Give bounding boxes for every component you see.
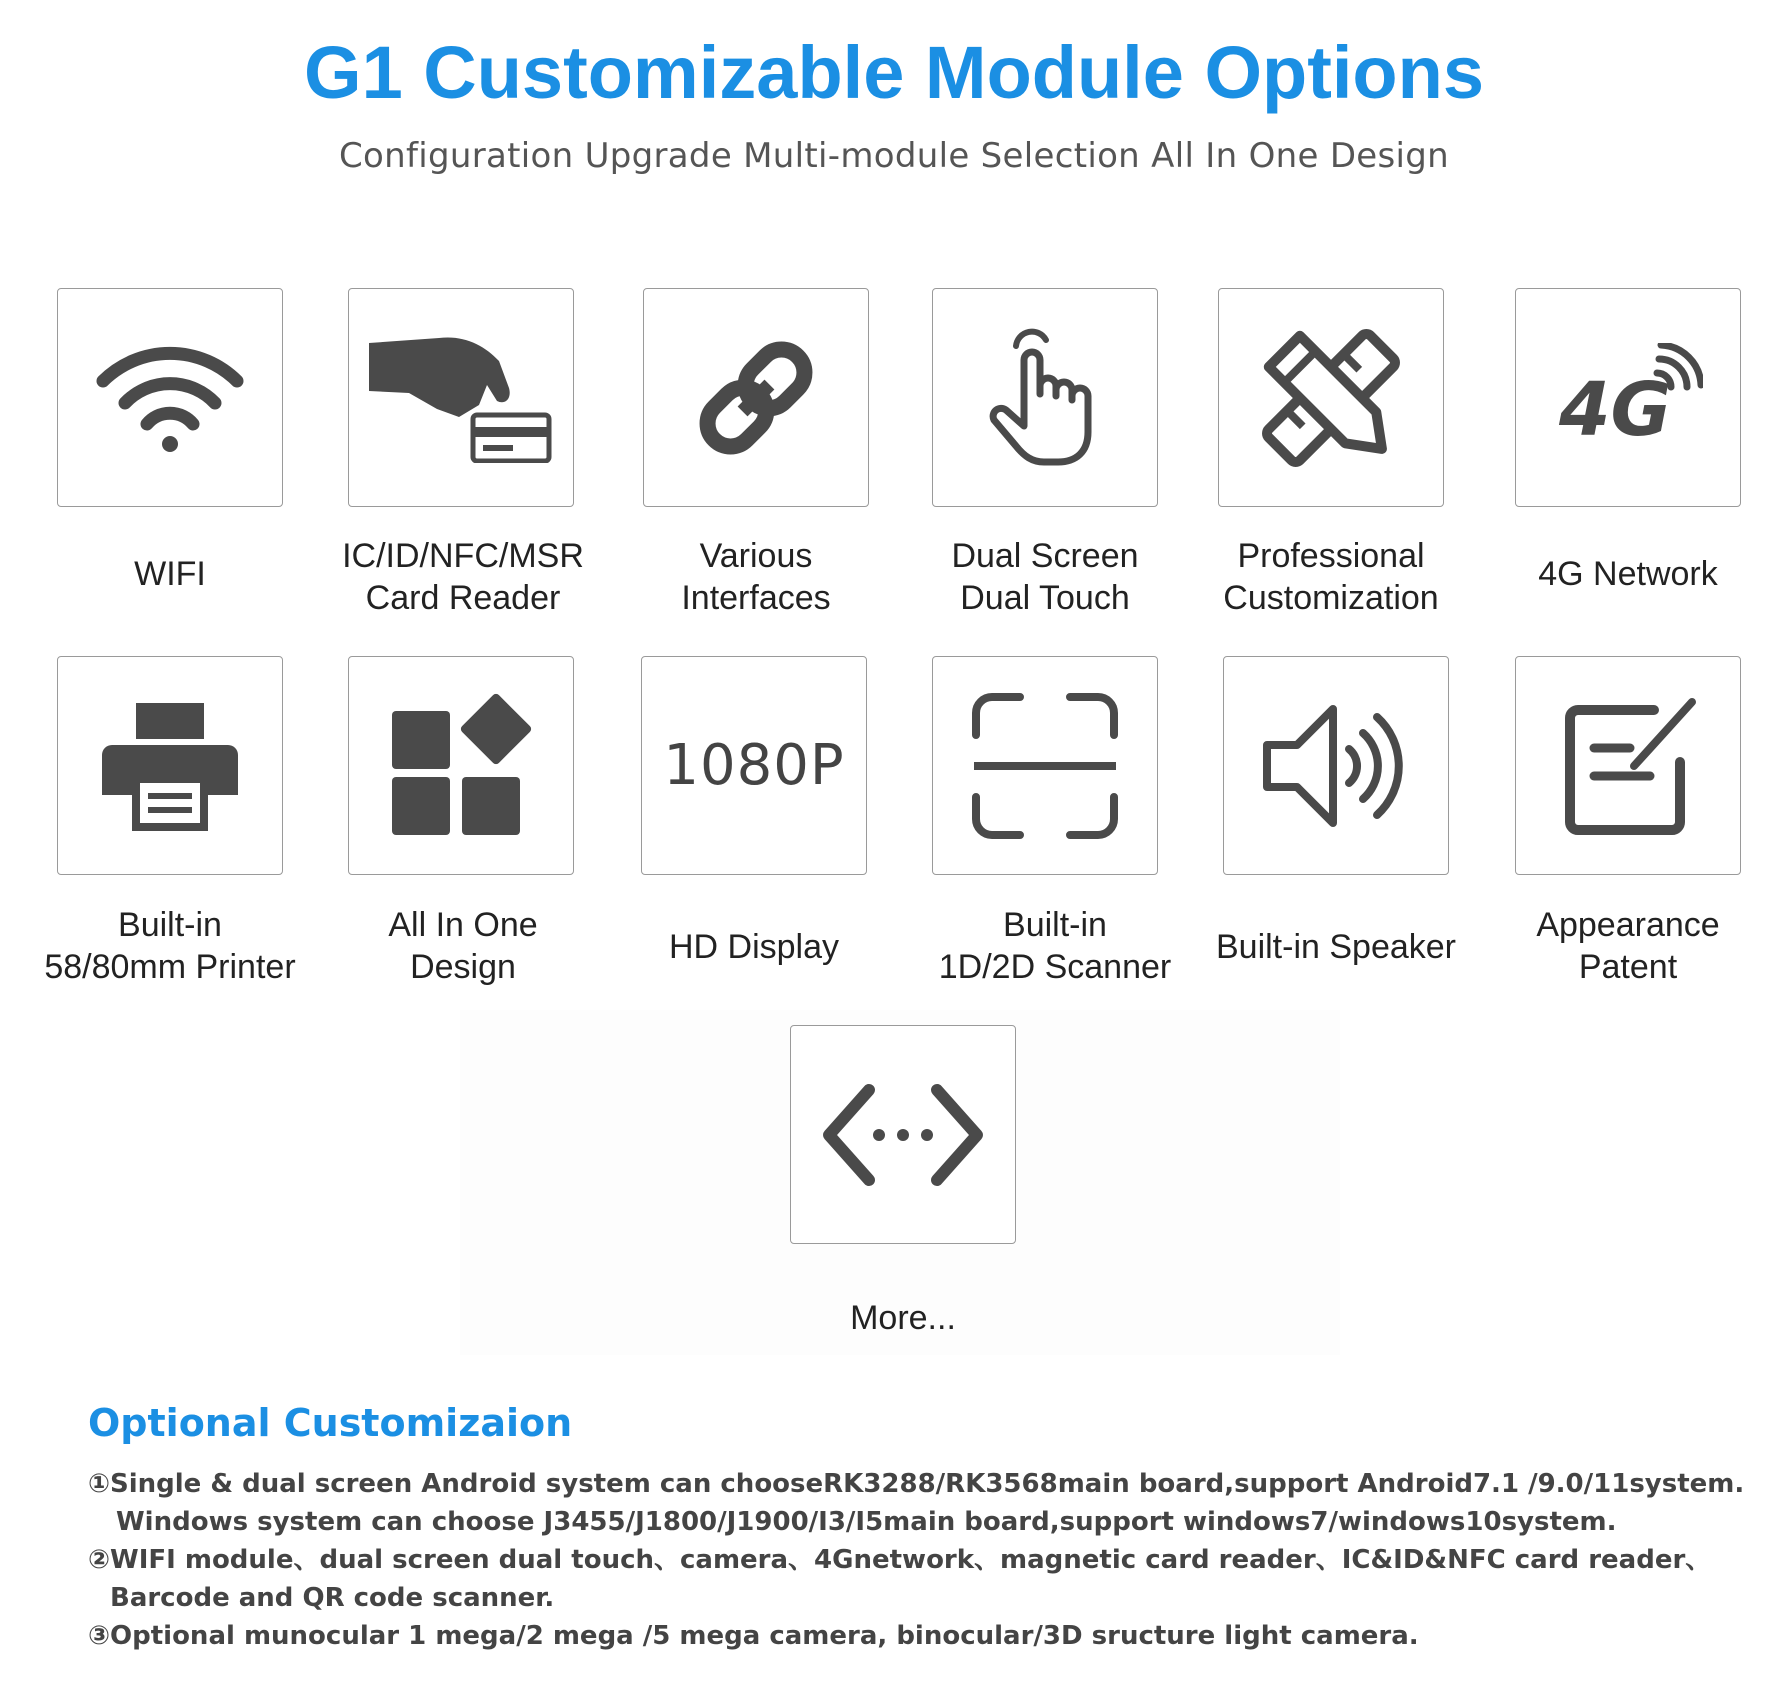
module-label-wifi: WIFI: [134, 555, 206, 593]
page-title: G1 Customizable Module Options: [304, 31, 1484, 114]
link-icon: [681, 323, 831, 473]
module-label-all-in-one: All In One Design: [388, 906, 538, 986]
module-label-printer: Built-in 58/80mm Printer: [44, 906, 296, 986]
optional-heading: Optional Customizaion: [88, 1401, 573, 1445]
scanner-icon: [970, 691, 1120, 841]
module-card-interfaces: [643, 288, 869, 507]
module-card-speaker: [1223, 656, 1449, 875]
module-card-dual-touch: [932, 288, 1158, 507]
page-subtitle: Configuration Upgrade Multi-module Selection All In One Design: [338, 136, 1450, 176]
module-label-dual-touch: Dual Screen Dual Touch: [951, 537, 1139, 617]
module-card-hd-display: [641, 656, 867, 875]
module-card-patent: [1515, 656, 1741, 875]
module-card-wifi: [57, 288, 283, 507]
optional-list: [88, 1465, 1748, 1655]
touch-hand-icon: [980, 328, 1110, 468]
printer-icon: [100, 701, 240, 831]
module-label-customization: Professional Customization: [1223, 537, 1439, 617]
apps-grid-icon: [386, 691, 536, 841]
patent-edit-icon: [1558, 696, 1698, 836]
svg-text:4G: 4G: [1559, 366, 1672, 453]
optional-line: ③Optional munocular 1 mega/2 mega /5 mega camera, binocular/3D sructure light camera.: [88, 1621, 1419, 1651]
module-label-hd-display: HD Display: [668, 928, 840, 966]
optional-line: ②WIFI module、dual screen dual touch、camera、4Gnetwork、magnetic card reader、IC&ID&NFC card reader、: [88, 1545, 1712, 1575]
optional-line: ①Single & dual screen Android system can chooseRK3288/RK3568main board,support Android7.1 /9.0/11system.: [88, 1469, 1745, 1499]
card-reader-icon: [369, 333, 554, 463]
speaker-icon: [1261, 701, 1411, 831]
module-card-scanner: [932, 656, 1158, 875]
more-code-icon: [823, 1080, 983, 1190]
module-label-speaker: Built-in Speaker: [1215, 928, 1456, 966]
1080p-icon: 1080P: [663, 733, 845, 798]
module-card-card-reader: [348, 288, 574, 507]
optional-line: Barcode and QR code scanner.: [110, 1583, 555, 1613]
module-card-printer: [57, 656, 283, 875]
module-label-more: More...: [850, 1299, 956, 1337]
module-card-4g: [1515, 288, 1741, 507]
module-label-interfaces: Various Interfaces: [681, 537, 831, 617]
4g-signal-icon: [1553, 343, 1703, 453]
module-label-scanner: Built-in 1D/2D Scanner: [938, 906, 1172, 986]
module-card-customization: [1218, 288, 1444, 507]
module-label-patent: Appearance Patent: [1536, 906, 1720, 986]
module-card-more: [790, 1025, 1016, 1244]
optional-line: Windows system can choose J3455/J1800/J1900/I3/I5main board,support windows7/windows10system.: [116, 1507, 1617, 1537]
pencil-ruler-icon: [1251, 318, 1411, 478]
module-card-all-in-one: [348, 656, 574, 875]
module-label-card-reader: IC/ID/NFC/MSR Card Reader: [342, 537, 584, 617]
wifi-icon: [95, 343, 245, 453]
module-label-4g: 4G Network: [1538, 555, 1718, 593]
